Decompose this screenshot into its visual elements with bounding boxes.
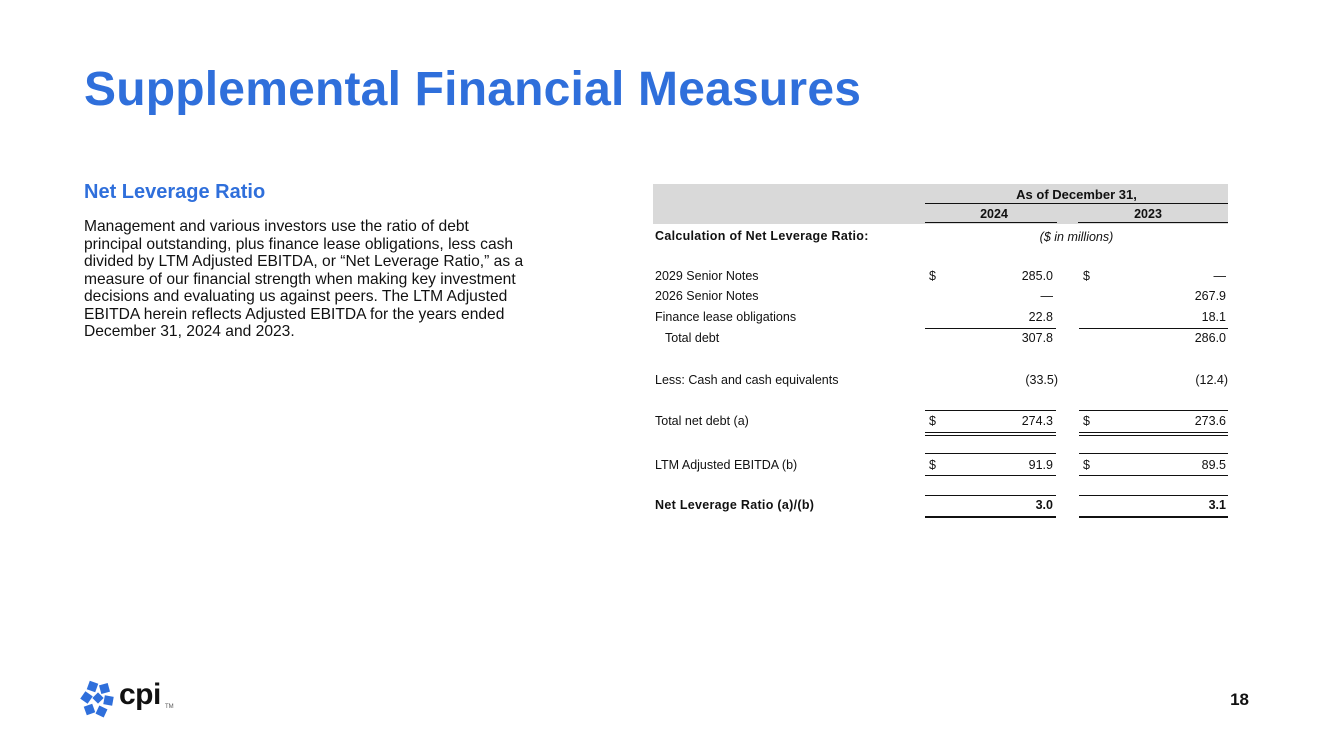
as-of-header: As of December 31, <box>1016 187 1137 202</box>
calc-label: Calculation of Net Leverage Ratio: <box>655 229 869 243</box>
description-text: Management and various investors use the ratio of debt principal outstanding, plus finance lease obligations, less cash divided by LTM Adjusted EBITDA, or “Net Leverage Ratio,” as a measure of our financial strength when making key investment decisions and evaluating us against peers. The LTM Adjusted EBITDA herein reflects Adjusted EBITDA for the years ended December 31, 2024 and 2023. <box>84 218 524 340</box>
row-label: Net Leverage Ratio (a)/(b) <box>655 498 815 512</box>
table-row <box>653 289 1228 307</box>
value-2023: 286.0 <box>1194 331 1226 345</box>
row-label: Total net debt (a) <box>655 414 749 428</box>
value-2024: 91.9 <box>1028 458 1053 472</box>
ratio-bottom-rule-2024 <box>925 516 1056 518</box>
net-debt-top-rule-2023 <box>1079 410 1228 411</box>
year-2024-header: 2024 <box>980 207 1008 221</box>
row-label: 2026 Senior Notes <box>655 289 759 303</box>
value-2024: 22.8 <box>1028 310 1053 324</box>
table-row <box>653 414 1228 432</box>
net-debt-bottom-rule-2023 <box>1079 432 1228 436</box>
value-2023: — <box>1213 269 1226 283</box>
currency-2024: $ <box>929 458 936 472</box>
currency-2023: $ <box>1083 458 1090 472</box>
cpi-logo <box>80 680 180 718</box>
currency-2024: $ <box>929 269 936 283</box>
subtotal-rule-2024 <box>925 328 1056 329</box>
value-2023: 3.1 <box>1208 498 1226 512</box>
table-row <box>653 458 1228 476</box>
subtotal-rule-2023 <box>1079 328 1228 329</box>
value-2023: 267.9 <box>1194 289 1226 303</box>
value-2024: — <box>1040 289 1053 303</box>
currency-2024: $ <box>929 414 936 428</box>
year-2023-rule <box>1078 222 1228 223</box>
units-label: ($ in millions) <box>1039 230 1114 244</box>
row-label: Total debt <box>665 331 720 345</box>
value-2024: 3.0 <box>1035 498 1053 512</box>
header-rule <box>925 203 1228 204</box>
table-row <box>653 373 1228 391</box>
page-number: 18 <box>1230 690 1249 709</box>
ebitda-top-rule-2023 <box>1079 453 1228 454</box>
currency-2023: $ <box>1083 269 1090 283</box>
row-label: Finance lease obligations <box>655 310 797 324</box>
row-label: LTM Adjusted EBITDA (b) <box>655 458 798 472</box>
value-2023: 18.1 <box>1201 310 1226 324</box>
value-2023: 89.5 <box>1201 458 1226 472</box>
net-debt-top-rule-2024 <box>925 410 1056 411</box>
value-2024: 307.8 <box>1021 331 1053 345</box>
ebitda-bottom-rule-2023 <box>1079 475 1228 476</box>
value-2024: 285.0 <box>1021 269 1053 283</box>
table-row <box>653 331 1228 349</box>
net-debt-bottom-rule-2024 <box>925 432 1056 436</box>
ratio-top-rule-2023 <box>1079 495 1228 496</box>
table-row <box>653 269 1228 287</box>
table-row <box>653 498 1228 516</box>
logo-trademark: TM <box>165 704 174 710</box>
ratio-top-rule-2024 <box>925 495 1056 496</box>
row-label: Less: Cash and cash equivalents <box>655 373 839 387</box>
currency-2023: $ <box>1083 414 1090 428</box>
year-2023-header: 2023 <box>1134 207 1162 221</box>
value-2024: 274.3 <box>1021 414 1053 428</box>
ratio-bottom-rule-2023 <box>1079 516 1228 518</box>
value-2023: (12.4) <box>1195 373 1228 387</box>
slide-title: Supplemental Financial Measures <box>84 63 862 116</box>
value-2023: 273.6 <box>1194 414 1226 428</box>
table-row <box>653 310 1228 328</box>
year-2024-rule <box>925 222 1057 223</box>
ebitda-bottom-rule-2024 <box>925 475 1056 476</box>
ebitda-top-rule-2024 <box>925 453 1056 454</box>
logo-wordmark: cpi <box>119 678 161 711</box>
value-2024: (33.5) <box>1025 373 1058 387</box>
row-label: 2029 Senior Notes <box>655 269 759 283</box>
section-heading: Net Leverage Ratio <box>84 181 266 203</box>
